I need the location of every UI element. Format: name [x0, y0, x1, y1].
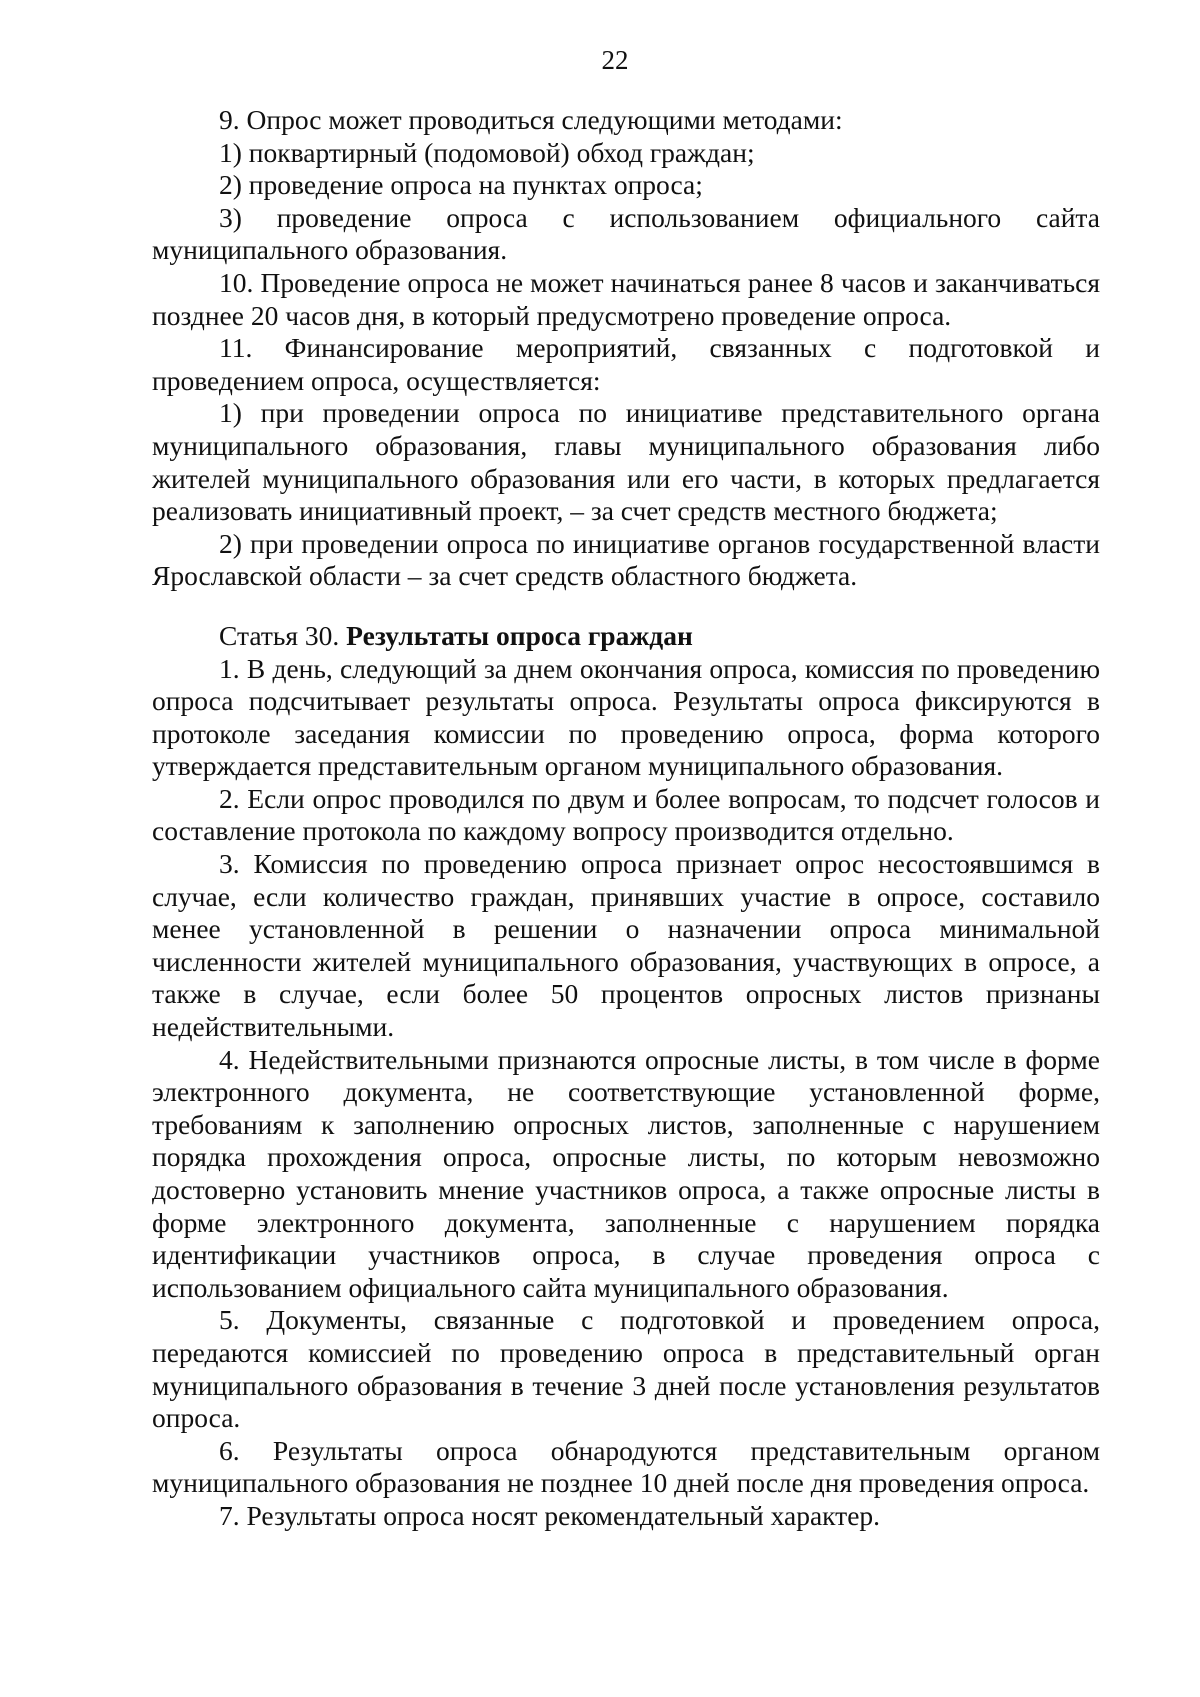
page-number: 22 [601, 45, 629, 75]
paragraph-11-item-1: 1) при проведении опроса по инициативе представительного органа муниципального образования, главы муниципального образования либо жителей муниципального образования или его части, в которых предлагается реализовать инициативный проект, – за счет средств местного бюджета; [152, 397, 1100, 527]
article-heading [152, 620, 1100, 653]
article-paragraph-1: 1. В день, следующий за днем окончания опроса, комиссия по проведению опроса подсчитывает результаты опроса. Результаты опроса фиксируются в протоколе заседания комиссии по проведению опроса, форма которого утверждается представительным органом муниципального образования. [152, 652, 1100, 782]
document-body [152, 104, 1100, 1533]
article-paragraph-4: 4. Недействительными признаются опросные листы, в том числе в форме электронного документа, не соответствующие установленной форме, требованиям к заполнению опросных листов, заполненные с нарушением порядка прохождения опроса, опросные листы, по которым невозможно достоверно установить мнение участников опроса, а также опросные листы в форме электронного документа, заполненные с нарушением порядка идентификации участников опроса, в случае проведения опроса с использованием официального сайта муниципального образования. [152, 1043, 1100, 1303]
article-paragraph-6: 6. Результаты опроса обнародуются представительным органом муниципального образования не позднее 10 дней после дня проведения опроса. [152, 1434, 1100, 1499]
paragraph-9-item-3: 3) проведение опроса с использованием официального сайта муниципального образования. [152, 201, 1100, 266]
article-paragraph-5: 5. Документы, связанные с подготовкой и проведением опроса, передаются комиссией по проведению опроса в представительный орган муниципального образования в течение 3 дней после установления результатов опроса. [152, 1304, 1100, 1434]
paragraph-9-item-1: 1) поквартирный (подомовой) обход граждан; [219, 136, 755, 168]
article-paragraph-3: 3. Комиссия по проведению опроса признает опрос несостоявшимся в случае, если количество граждан, принявших участие в опросе, составило менее установленной в решении о назначении опроса минимальной численности жителей муниципального образования, участвующих в опросе, а также в случае, если более 50 процентов опросных листов признаны недействительными. [152, 848, 1100, 1043]
paragraph-10: 10. Проведение опроса не может начинаться ранее 8 часов и заканчиваться позднее 20 часов дня, в который предусмотрено проведение опроса. [152, 266, 1100, 331]
paragraph-9-item-2: 2) проведение опроса на пунктах опроса; [219, 169, 703, 201]
paragraph-11-item-2: 2) при проведении опроса по инициативе органов государственной власти Ярославской области – за счет средств областного бюджета. [152, 527, 1100, 592]
article-paragraph-7: 7. Результаты опроса носят рекомендательный характер. [219, 1499, 881, 1531]
paragraph-11: 11. Финансирование мероприятий, связанных с подготовкой и проведением опроса, осуществляется: [152, 332, 1100, 396]
article-label: Статья 30. [219, 619, 340, 651]
article-title: Результаты опроса граждан [346, 619, 693, 651]
article-paragraph-2: 2. Если опрос проводился по двум и более вопросам, то подсчет голосов и составление протокола по каждому вопросу производится отдельно. [152, 782, 1100, 847]
paragraph-9: 9. Опрос может проводиться следующими методами: [219, 104, 843, 135]
